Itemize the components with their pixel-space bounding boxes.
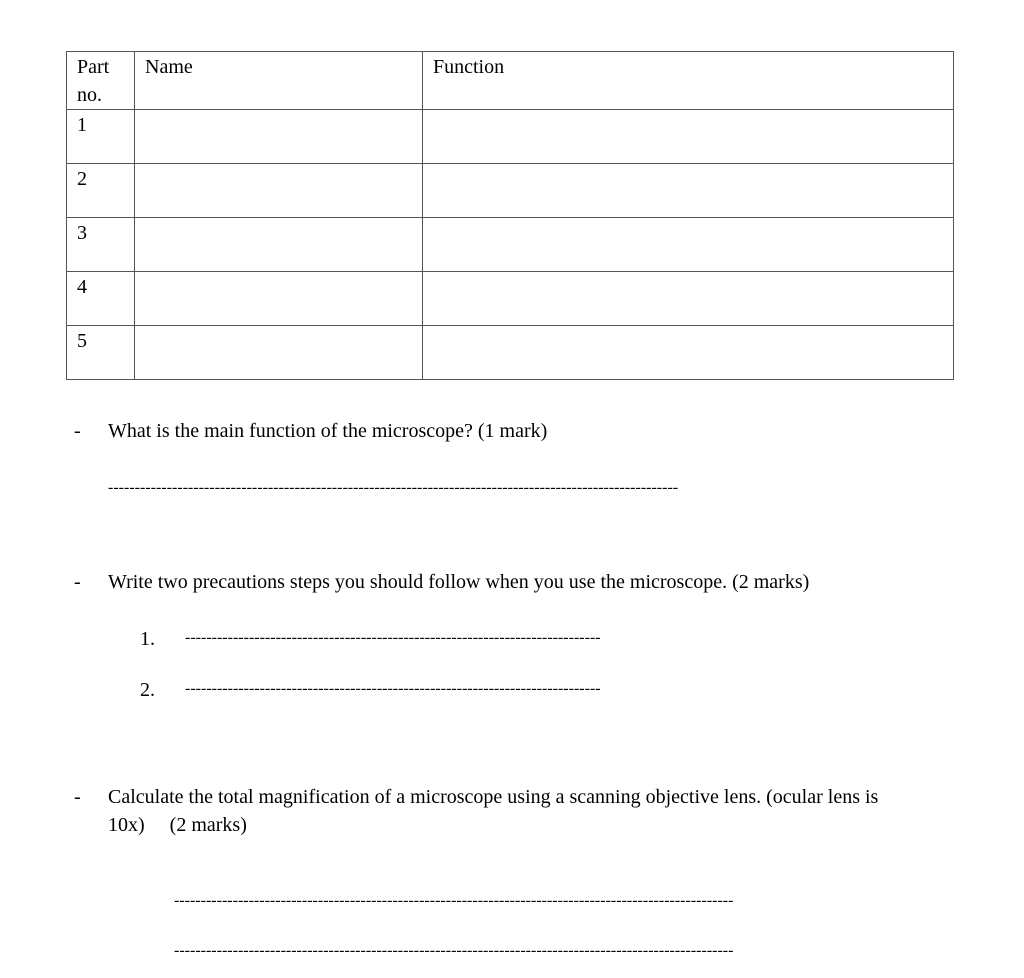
part-number-cell: 4 [67,272,135,326]
table-row [67,218,954,272]
header-part-no: Part no. [67,52,135,110]
bullet-dash: - [74,571,81,593]
question-text-line-2: 10x) (2 marks) [108,814,247,836]
part-number-cell: 5 [67,326,135,380]
bullet-dash: - [74,420,81,442]
function-cell[interactable] [423,326,954,380]
name-cell[interactable] [135,218,423,272]
function-cell[interactable] [423,218,954,272]
part-number-cell: 2 [67,164,135,218]
part-number-cell: 1 [67,110,135,164]
name-cell[interactable] [135,272,423,326]
answer-line[interactable]: --------------------------------------------------------------------------------------------------------- [174,942,734,959]
table-row [67,326,954,380]
header-name: Name [135,52,423,110]
answer-line[interactable]: ----------------------------------------------------------------------------------------------------------- [108,479,679,496]
table-row [67,164,954,218]
answer-line[interactable]: --------------------------------------------------------------------------------------------------------- [174,892,734,909]
table-row [67,272,954,326]
name-cell[interactable] [135,110,423,164]
bullet-dash: - [74,786,81,808]
answer-line[interactable]: ------------------------------------------------------------------------------ [185,629,601,646]
parts-table [66,51,954,380]
answer-line[interactable]: ------------------------------------------------------------------------------ [185,680,601,697]
item-number: 2. [140,679,155,701]
question-text-line-1: Calculate the total magnification of a microscope using a scanning objective lens. (ocular lens is [108,786,879,808]
function-cell[interactable] [423,272,954,326]
function-cell[interactable] [423,164,954,218]
question-text: Write two precautions steps you should follow when you use the microscope. (2 marks) [108,571,810,593]
part-number-cell: 3 [67,218,135,272]
function-cell[interactable] [423,110,954,164]
question-text: What is the main function of the microscope? (1 mark) [108,420,548,442]
header-function: Function [423,52,954,110]
name-cell[interactable] [135,164,423,218]
table-header-row [67,52,954,110]
table-row [67,110,954,164]
name-cell[interactable] [135,326,423,380]
item-number: 1. [140,628,155,650]
